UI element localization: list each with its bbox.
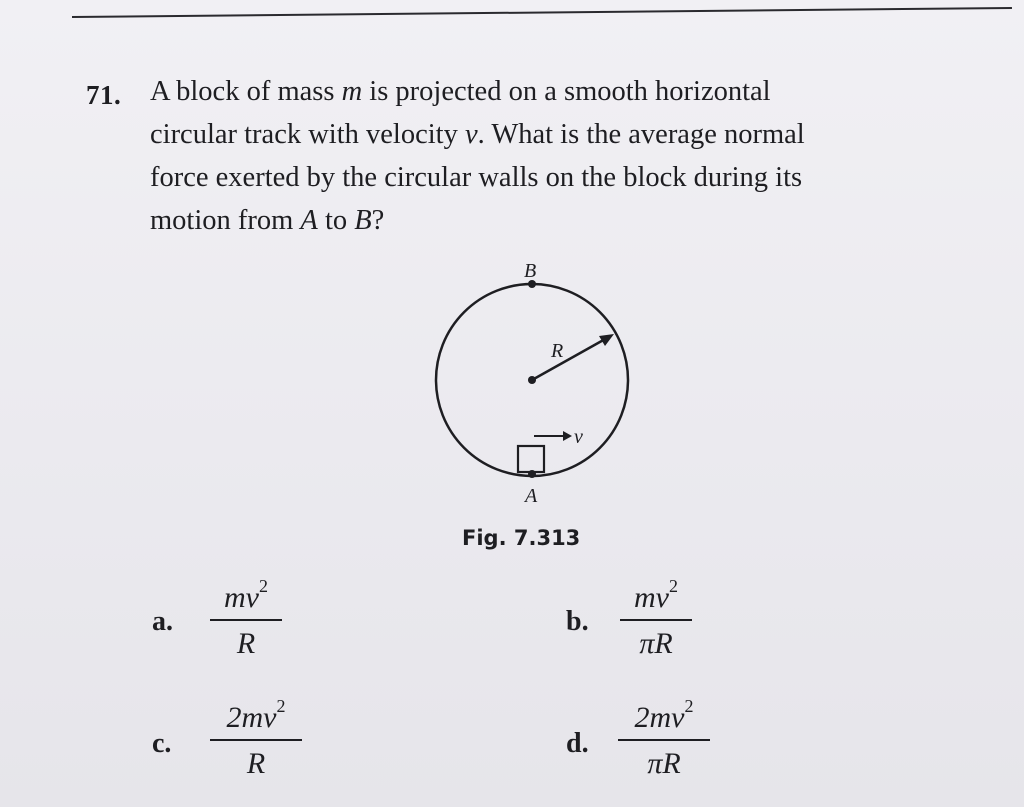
option-d-fraction <box>618 696 710 781</box>
option-a-numerator: $mv^2$ <box>224 576 268 614</box>
question-number: 71. <box>86 80 122 110</box>
question-line-3: force exerted by the circular walls on the block during its <box>150 162 803 193</box>
option-b-fraction <box>620 576 692 661</box>
figure-caption: Fig. 7.313 <box>462 526 581 550</box>
option-a-fraction <box>210 576 282 661</box>
velocity-arrowhead <box>563 431 572 441</box>
question-text <box>150 70 1010 242</box>
option-a-fraction-bar <box>210 619 282 621</box>
label-r: R <box>551 340 564 362</box>
option-a-label: a. <box>152 606 173 637</box>
radius-line <box>532 338 607 380</box>
option-d-numerator: $2mv^2$ <box>634 696 694 734</box>
label-a: A <box>525 485 538 507</box>
option-b-denominator: πR <box>639 627 673 660</box>
header-rule <box>72 7 1012 18</box>
circular-track-figure <box>400 250 660 520</box>
option-d-label: d. <box>566 728 589 759</box>
option-c-fraction <box>210 696 302 781</box>
option-c-numerator: $2mv^2$ <box>226 696 286 734</box>
option-c-label: c. <box>152 728 172 759</box>
question-line-4: motion from A to B? <box>150 205 385 236</box>
option-d-fraction-bar <box>618 739 710 741</box>
question-line-1: A block of mass m is projected on a smooth horizontal <box>150 76 771 107</box>
option-b-fraction-bar <box>620 619 692 621</box>
label-v: v <box>574 426 583 448</box>
option-b-numerator: $mv^2$ <box>634 576 678 614</box>
option-b-label: b. <box>566 606 589 637</box>
option-a-denominator: R <box>236 627 256 660</box>
question-line-2: circular track with velocity v. What is the average normal <box>150 119 805 150</box>
block <box>518 446 544 472</box>
option-d-denominator: πR <box>647 747 681 780</box>
track-diagram <box>400 250 660 520</box>
label-b: B <box>524 260 537 282</box>
option-c-fraction-bar <box>210 739 302 741</box>
option-c-denominator: R <box>246 747 266 780</box>
